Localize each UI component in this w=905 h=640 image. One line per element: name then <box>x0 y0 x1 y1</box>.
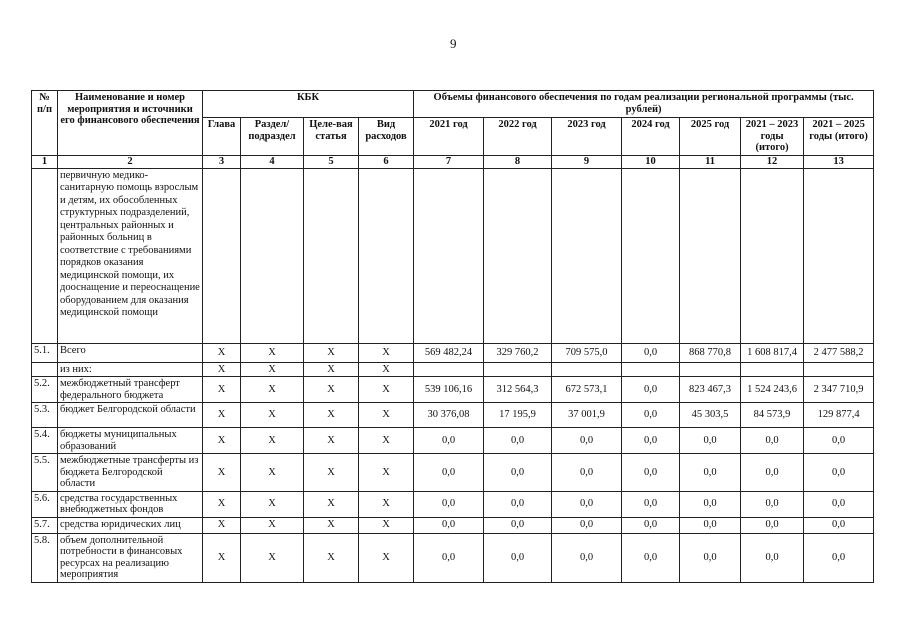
value-cell: 0,0 <box>804 517 874 533</box>
kbk-cell: Х <box>304 517 359 533</box>
kbk-cell: Х <box>241 454 304 492</box>
header-kbk-sub-0: Глава <box>203 118 241 156</box>
value-cell: 312 564,3 <box>484 377 552 403</box>
row-name: из них: <box>58 362 203 377</box>
value-cell: 709 575,0 <box>552 343 622 362</box>
column-number-2: 2 <box>58 155 203 168</box>
value-cell <box>741 362 804 377</box>
table-row <box>32 428 874 454</box>
row-name: Всего <box>58 343 203 362</box>
header-volumes: Объемы финансового обеспечения по годам реализации региональной программы (тыс. рублей) <box>414 91 874 118</box>
value-cell: 17 195,9 <box>484 403 552 428</box>
value-cell: 45 303,5 <box>680 403 741 428</box>
row-number: 5.1. <box>32 343 58 362</box>
value-cell: 0,0 <box>414 517 484 533</box>
column-number-3: 3 <box>203 155 241 168</box>
table-row <box>32 533 874 582</box>
kbk-cell: Х <box>359 377 414 403</box>
kbk-cell: Х <box>359 517 414 533</box>
row-name: бюджет Белгородской области <box>58 403 203 428</box>
value-cell: 0,0 <box>552 491 622 517</box>
column-number-5: 5 <box>304 155 359 168</box>
value-cell: 0,0 <box>804 533 874 582</box>
kbk-cell: Х <box>203 377 241 403</box>
value-cell: 0,0 <box>680 533 741 582</box>
column-number-6: 6 <box>359 155 414 168</box>
value-cell: 129 877,4 <box>804 403 874 428</box>
column-number-8: 8 <box>484 155 552 168</box>
kbk-cell: Х <box>359 428 414 454</box>
value-cell: 0,0 <box>680 491 741 517</box>
kbk-cell: Х <box>359 454 414 492</box>
kbk-cell: Х <box>304 362 359 377</box>
value-cell: 0,0 <box>741 517 804 533</box>
kbk-cell: Х <box>304 428 359 454</box>
value-cell: 0,0 <box>804 454 874 492</box>
row-number: 5.3. <box>32 403 58 428</box>
continuation-no <box>32 168 58 343</box>
value-cell: 0,0 <box>552 454 622 492</box>
column-number-12: 12 <box>741 155 804 168</box>
financing-table <box>31 90 874 583</box>
value-cell <box>804 362 874 377</box>
value-cell: 539 106,16 <box>414 377 484 403</box>
value-cell: 0,0 <box>414 533 484 582</box>
header-year-2: 2023 год <box>552 118 622 156</box>
value-cell: 2 347 710,9 <box>804 377 874 403</box>
value-cell <box>552 362 622 377</box>
value-cell: 0,0 <box>741 533 804 582</box>
value-cell: 0,0 <box>680 517 741 533</box>
value-cell <box>414 362 484 377</box>
value-cell: 672 573,1 <box>552 377 622 403</box>
table-row <box>32 454 874 492</box>
row-number: 5.8. <box>32 533 58 582</box>
kbk-cell: Х <box>304 533 359 582</box>
row-name: межбюджетные трансферты из бюджета Белгородской области <box>58 454 203 492</box>
header-year-6: 2021 – 2025 годы (итого) <box>804 118 874 156</box>
kbk-cell: Х <box>304 491 359 517</box>
row-number: 5.7. <box>32 517 58 533</box>
header-year-4: 2025 год <box>680 118 741 156</box>
kbk-cell: Х <box>304 454 359 492</box>
kbk-cell: Х <box>241 362 304 377</box>
kbk-cell: Х <box>359 491 414 517</box>
table-row <box>32 517 874 533</box>
value-cell: 0,0 <box>552 517 622 533</box>
row-name: межбюджетный трансферт федерального бюджета <box>58 377 203 403</box>
kbk-cell: Х <box>359 343 414 362</box>
kbk-cell: Х <box>241 377 304 403</box>
column-number-13: 13 <box>804 155 874 168</box>
column-number-4: 4 <box>241 155 304 168</box>
continuation-text: первичную медико-санитарную помощь взрослым и детям, их обособленных структурных подразделений, центральных районных и районных больниц в соответствие с требованиями порядков оказания медицинской помощи, их дооснащение и переоснащение оборудованием для оказания медицинской помощи <box>58 168 203 343</box>
kbk-cell: Х <box>359 362 414 377</box>
kbk-cell: Х <box>203 491 241 517</box>
value-cell: 0,0 <box>622 343 680 362</box>
header-year-1: 2022 год <box>484 118 552 156</box>
value-cell: 37 001,9 <box>552 403 622 428</box>
value-cell: 0,0 <box>741 428 804 454</box>
value-cell: 0,0 <box>622 491 680 517</box>
kbk-cell: Х <box>241 343 304 362</box>
kbk-cell: Х <box>304 343 359 362</box>
header-kbk-sub-3: Вид расходов <box>359 118 414 156</box>
row-number: 5.5. <box>32 454 58 492</box>
header-no: № п/п <box>32 91 58 156</box>
value-cell: 0,0 <box>622 377 680 403</box>
table-row <box>32 377 874 403</box>
value-cell <box>622 362 680 377</box>
row-name: средства юридических лиц <box>58 517 203 533</box>
value-cell: 1 608 817,4 <box>741 343 804 362</box>
value-cell <box>484 362 552 377</box>
value-cell: 0,0 <box>622 533 680 582</box>
header-name: Наименование и номер мероприятия и источники его финансового обеспечения <box>58 91 203 156</box>
column-number-7: 7 <box>414 155 484 168</box>
value-cell: 0,0 <box>484 428 552 454</box>
value-cell: 2 477 588,2 <box>804 343 874 362</box>
table-row <box>32 403 874 428</box>
value-cell: 0,0 <box>622 403 680 428</box>
page-number: 9 <box>450 36 457 51</box>
row-number: 5.4. <box>32 428 58 454</box>
header-year-0: 2021 год <box>414 118 484 156</box>
row-name: средства государственных внебюджетных фондов <box>58 491 203 517</box>
kbk-cell: Х <box>203 533 241 582</box>
kbk-cell: Х <box>241 533 304 582</box>
value-cell: 84 573,9 <box>741 403 804 428</box>
value-cell: 0,0 <box>484 491 552 517</box>
value-cell: 0,0 <box>484 517 552 533</box>
kbk-cell: Х <box>304 403 359 428</box>
row-number: 5.2. <box>32 377 58 403</box>
column-number-1: 1 <box>32 155 58 168</box>
kbk-cell: Х <box>203 362 241 377</box>
table-row <box>32 491 874 517</box>
value-cell: 569 482,24 <box>414 343 484 362</box>
kbk-cell: Х <box>203 454 241 492</box>
column-number-9: 9 <box>552 155 622 168</box>
value-cell: 0,0 <box>552 533 622 582</box>
value-cell: 0,0 <box>741 454 804 492</box>
column-number-10: 10 <box>622 155 680 168</box>
value-cell: 0,0 <box>622 454 680 492</box>
value-cell: 0,0 <box>484 454 552 492</box>
value-cell: 0,0 <box>414 428 484 454</box>
value-cell: 0,0 <box>680 454 741 492</box>
kbk-cell: Х <box>304 377 359 403</box>
kbk-cell: Х <box>241 428 304 454</box>
value-cell: 0,0 <box>804 491 874 517</box>
value-cell: 0,0 <box>741 491 804 517</box>
table-row <box>32 343 874 362</box>
kbk-cell: Х <box>203 343 241 362</box>
value-cell: 30 376,08 <box>414 403 484 428</box>
value-cell: 329 760,2 <box>484 343 552 362</box>
row-number: 5.6. <box>32 491 58 517</box>
kbk-cell: Х <box>203 428 241 454</box>
column-number-11: 11 <box>680 155 741 168</box>
value-cell: 0,0 <box>484 533 552 582</box>
row-name: объем дополнительной потребности в финансовых ресурсах на реализацию мероприятия <box>58 533 203 582</box>
header-year-5: 2021 – 2023 годы (итого) <box>741 118 804 156</box>
header-kbk-sub-2: Целе-вая статья <box>304 118 359 156</box>
value-cell: 0,0 <box>414 491 484 517</box>
value-cell: 1 524 243,6 <box>741 377 804 403</box>
header-year-3: 2024 год <box>622 118 680 156</box>
table-row <box>32 362 874 377</box>
value-cell: 0,0 <box>552 428 622 454</box>
kbk-cell: Х <box>359 403 414 428</box>
kbk-cell: Х <box>203 517 241 533</box>
value-cell: 0,0 <box>804 428 874 454</box>
value-cell: 0,0 <box>622 428 680 454</box>
row-name: бюджеты муниципальных образований <box>58 428 203 454</box>
row-number <box>32 362 58 377</box>
header-kbk-sub-1: Раздел/ подраздел <box>241 118 304 156</box>
value-cell: 868 770,8 <box>680 343 741 362</box>
value-cell: 823 467,3 <box>680 377 741 403</box>
value-cell: 0,0 <box>680 428 741 454</box>
kbk-cell: Х <box>203 403 241 428</box>
value-cell <box>680 362 741 377</box>
header-kbk: КБК <box>203 91 414 118</box>
kbk-cell: Х <box>359 533 414 582</box>
kbk-cell: Х <box>241 517 304 533</box>
kbk-cell: Х <box>241 403 304 428</box>
kbk-cell: Х <box>241 491 304 517</box>
value-cell: 0,0 <box>622 517 680 533</box>
value-cell: 0,0 <box>414 454 484 492</box>
